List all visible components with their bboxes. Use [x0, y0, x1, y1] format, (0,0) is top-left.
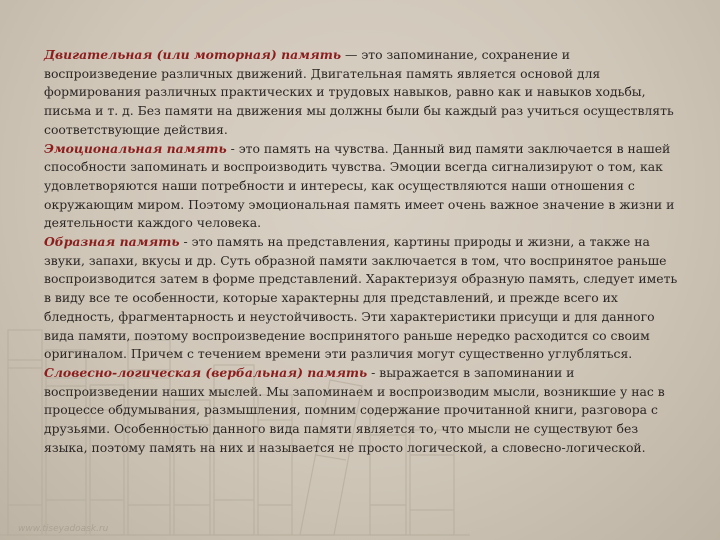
term-motor-memory: Двигательная (или моторная) память — [44, 47, 342, 62]
term-figurative-memory: Образная память — [44, 234, 180, 250]
paragraph-text: - это память на чувства. Данный вид памяти заключается в нашей способности запоминать и воспроизводить чувства. Эмоции всегда сигнализируют о том, как удовлетворяются наши потребности и интересы, как осуществляются наши отношения с окружающим миром. Поэтому эмоциональная память имеет очень важное значение в жизни и деятельности каждого человека. — [44, 140, 675, 231]
paragraph-verbal-logical-memory — [44, 364, 684, 458]
document-text — [44, 46, 684, 457]
paragraph-emotional-memory — [44, 140, 684, 234]
term-emotional-memory: Эмоциональная память — [44, 140, 227, 156]
paragraph-motor-memory — [44, 46, 684, 140]
paragraph-text: - это память на представления, картины природы и жизни, а также на звуки, запахи, вкусы и др. Суть образной памяти заключается в том, что воспринятое раньше воспроизводится затем в форме представлений. Характеризуя образную память, следует иметь в виду все те особенности, которые характерны для представлений, и прежде всего их бледность, фрагментарность и неустойчивость. Эти характеристики присущи и для данного вида памяти, поэтому воспроизведение воспринятого раньше нередко расходится со своим оригиналом. Причем с течением времени эти различия могут существенно углубляться. — [44, 234, 678, 362]
paragraph-figurative-memory — [44, 233, 684, 364]
watermark: www.tiseyadoask.ru — [18, 524, 109, 534]
term-verbal-logical-memory: Словесно-логическая (вербальная) память — [44, 364, 368, 380]
paragraph-text: — это запоминание, сохранение и воспроизведение различных движений. Двигательная память является основой для формирования различных практических и трудовых навыков, равно как и навыков ходьбы, письма и т. д. Без памяти на движения мы должны были бы каждый раз учиться осуществлять соответствующие действия. — [44, 47, 674, 137]
paragraph-text: - выражается в запоминании и воспроизведении наших мыслей. Мы запоминаем и воспроизводим мысли, возникшие у нас в процессе обдумывания, размышления, помним содержание прочитанной книги, разговора с друзьями. Особенностью данного вида памяти является то, что мысли не существуют без языка, поэтому память на них и называется не просто логической, а словесно-логической. — [44, 364, 665, 455]
